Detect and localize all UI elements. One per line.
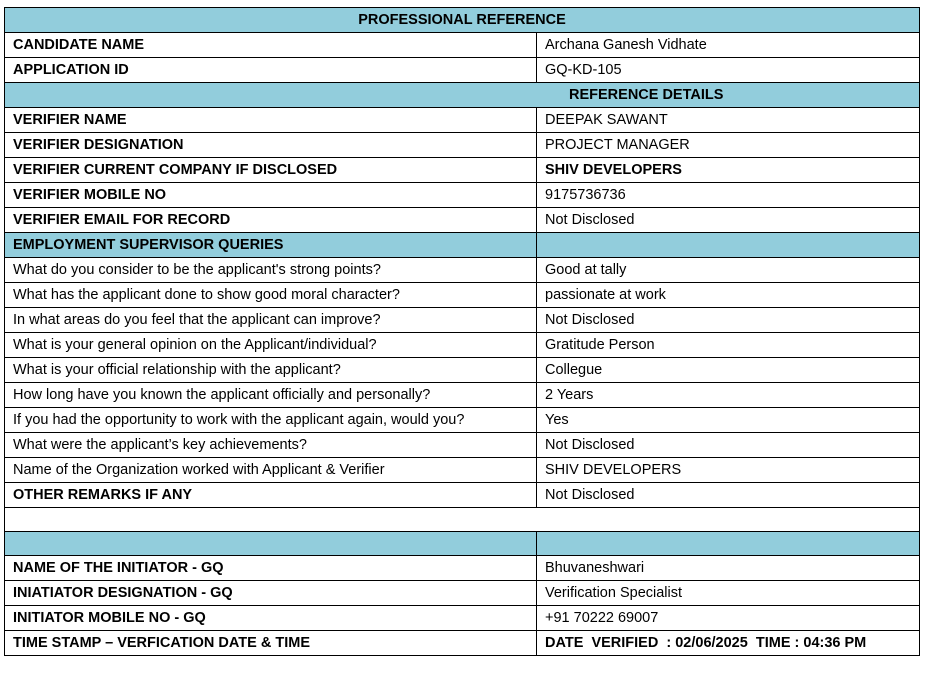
row-value: GQ-KD-105 [537,58,920,83]
query-row [5,308,920,333]
query-row [5,283,920,308]
query-row [5,358,920,383]
query-question: What were the applicant’s key achievements? [5,433,537,458]
query-answer: Gratitude Person [537,333,920,358]
verifier-name-row [5,108,920,133]
query-answer: passionate at work [537,283,920,308]
row-value: SHIV DEVELOPERS [537,158,920,183]
query-answer: Yes [537,408,920,433]
row-label: VERIFIER EMAIL FOR RECORD [5,208,537,233]
verifier-designation-row [5,133,920,158]
query-question: What do you consider to be the applicant's strong points? [5,258,537,283]
queries-heading: EMPLOYMENT SUPERVISOR QUERIES [5,233,537,258]
row-label: OTHER REMARKS IF ANY [5,483,537,508]
query-question: What is your official relationship with the applicant? [5,358,537,383]
initiator-header-blank [5,532,537,556]
row-label: NAME OF THE INITIATOR - GQ [5,556,537,581]
queries-header-row [5,233,920,258]
row-value: Not Disclosed [537,483,920,508]
query-answer: SHIV DEVELOPERS [537,458,920,483]
title-row [5,8,920,33]
query-answer: Not Disclosed [537,433,920,458]
row-value: Verification Specialist [537,581,920,606]
application-id-row [5,58,920,83]
query-answer: Not Disclosed [537,308,920,333]
query-row [5,333,920,358]
professional-reference-table [4,7,920,656]
row-value: Not Disclosed [537,208,920,233]
query-answer: Good at tally [537,258,920,283]
initiator-header-row [5,532,920,556]
row-label: VERIFIER CURRENT COMPANY IF DISCLOSED [5,158,537,183]
query-row [5,458,920,483]
row-label: VERIFIER NAME [5,108,537,133]
row-value: +91 70222 69007 [537,606,920,631]
query-row [5,408,920,433]
row-value: Bhuvaneshwari [537,556,920,581]
timestamp-row [5,631,920,656]
row-label: APPLICATION ID [5,58,537,83]
verifier-email-row [5,208,920,233]
reference-details-header-row [5,83,920,108]
query-question: Name of the Organization worked with Applicant & Verifier [5,458,537,483]
initiator-mobile-row [5,606,920,631]
query-question: What has the applicant done to show good moral character? [5,283,537,308]
row-label: CANDIDATE NAME [5,33,537,58]
query-row [5,258,920,283]
row-value: Archana Ganesh Vidhate [537,33,920,58]
row-label: INIATIATOR DESIGNATION - GQ [5,581,537,606]
verifier-mobile-row [5,183,920,208]
verifier-company-row [5,158,920,183]
blank-cell [5,508,920,532]
page-title: PROFESSIONAL REFERENCE [5,8,920,33]
candidate-name-row [5,33,920,58]
query-question: How long have you known the applicant officially and personally? [5,383,537,408]
query-question: If you had the opportunity to work with the applicant again, would you? [5,408,537,433]
row-label: VERIFIER MOBILE NO [5,183,537,208]
row-label: INITIATOR MOBILE NO - GQ [5,606,537,631]
row-label: TIME STAMP – VERFICATION DATE & TIME [5,631,537,656]
query-answer: Collegue [537,358,920,383]
row-value: 9175736736 [537,183,920,208]
query-row [5,383,920,408]
query-row [5,433,920,458]
initiator-header-blank [537,532,920,556]
reference-details-heading: REFERENCE DETAILS [5,83,920,108]
query-question: In what areas do you feel that the applicant can improve? [5,308,537,333]
query-answer: 2 Years [537,383,920,408]
queries-heading-blank [537,233,920,258]
blank-row [5,508,920,532]
row-value: DATE VERIFIED : 02/06/2025 TIME : 04:36 PM [537,631,920,656]
row-label: VERIFIER DESIGNATION [5,133,537,158]
initiator-name-row [5,556,920,581]
row-value: DEEPAK SAWANT [537,108,920,133]
initiator-designation-row [5,581,920,606]
query-question: What is your general opinion on the Applicant/individual? [5,333,537,358]
row-value: PROJECT MANAGER [537,133,920,158]
other-remarks-row [5,483,920,508]
